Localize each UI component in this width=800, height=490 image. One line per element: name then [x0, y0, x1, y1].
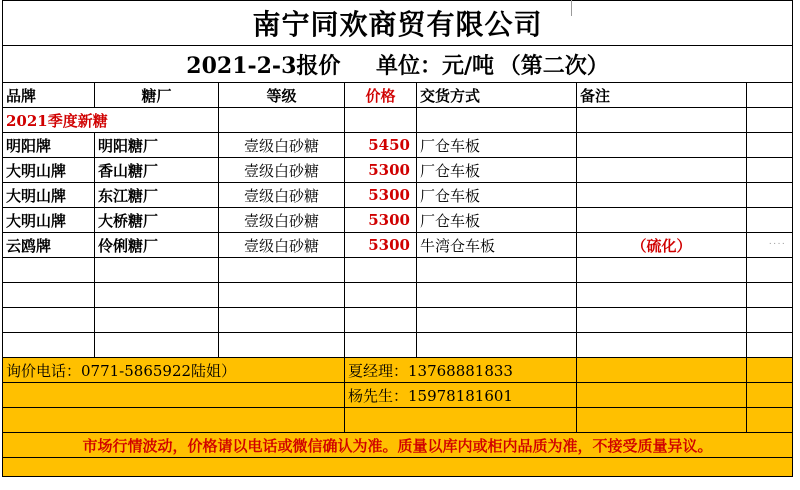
table-row [3, 233, 793, 258]
cell-spacer [747, 258, 793, 283]
cell-spacer [747, 133, 793, 158]
table-header-row [3, 83, 793, 108]
empty-cell [219, 258, 345, 283]
contact-note-blank-3 [577, 408, 747, 433]
season-blank-note [577, 108, 747, 133]
cell-price: 5450 [345, 133, 417, 158]
season-spacer [747, 108, 793, 133]
header-note: 备注 [577, 83, 747, 108]
empty-cell [3, 308, 95, 333]
empty-cell [95, 258, 219, 283]
contact-row-1 [3, 358, 793, 383]
cell-spacer [747, 208, 793, 233]
footer-strip [3, 458, 793, 477]
cell-price: 5300 [345, 208, 417, 233]
cell-spacer [747, 183, 793, 208]
disclaimer-text: 市场行情波动，价格请以电话或微信确认为准。质量以库内或柜内品质为准，不接受质量异议。 [3, 433, 793, 458]
cell-price: 5300 [345, 158, 417, 183]
footer-row [3, 433, 793, 458]
cell-note [577, 208, 747, 233]
cell-delivery: 厂仓车板 [417, 133, 577, 158]
header-price: 价格 [345, 83, 417, 108]
manager-xia-phone: 夏经理：13768881833 [345, 358, 577, 383]
cell-brand: 大明山牌 [3, 208, 95, 233]
empty-cell [577, 258, 747, 283]
empty-cell [577, 333, 747, 358]
quote-table [2, 0, 793, 477]
empty-cell [3, 283, 95, 308]
title-row-subtitle [3, 46, 793, 83]
page-title: 南宁同欢商贸有限公司 [252, 8, 543, 41]
cell-price: 5300 [345, 183, 417, 208]
contact-blank-left [3, 383, 345, 408]
contact-spacer-1 [747, 358, 793, 383]
empty-cell [417, 333, 577, 358]
table-row [3, 158, 793, 183]
cell-delivery: 厂仓车板 [417, 158, 577, 183]
inquiry-phone: 询价电话：0771-5865922陆姐） [3, 358, 345, 383]
subtitle-date: 2021-2-3报价 [186, 52, 341, 79]
vertical-divider-line [571, 0, 572, 16]
contact-row-2 [3, 383, 793, 408]
table-row [3, 208, 793, 233]
header-spacer [747, 83, 793, 108]
cell-note [577, 158, 747, 183]
empty-cell [577, 283, 747, 308]
cell-delivery: 牛湾仓车板 [417, 233, 577, 258]
contact-spacer-3 [747, 408, 793, 433]
season-blank-grade [219, 108, 345, 133]
header-factory: 糖厂 [95, 83, 219, 108]
cell-price: 5300 [345, 233, 417, 258]
cell-grade: 壹级白砂糖 [219, 233, 345, 258]
empty-cell [345, 283, 417, 308]
cell-brand: 明阳牌 [3, 133, 95, 158]
empty-row [3, 258, 793, 283]
table-row [3, 133, 793, 158]
empty-cell [345, 258, 417, 283]
header-brand: 品牌 [3, 83, 95, 108]
cell-grade: 壹级白砂糖 [219, 208, 345, 233]
empty-cell [417, 308, 577, 333]
cell-note [577, 133, 747, 158]
empty-cell [345, 308, 417, 333]
contact-blank-mid-3 [345, 408, 577, 433]
footer-strip-row [3, 458, 793, 477]
empty-cell [95, 333, 219, 358]
empty-row [3, 283, 793, 308]
mr-yang-phone: 杨先生：15978181601 [345, 383, 577, 408]
empty-cell [417, 283, 577, 308]
contact-blank-left-3 [3, 408, 345, 433]
cell-delivery: 厂仓车板 [417, 183, 577, 208]
header-grade: 等级 [219, 83, 345, 108]
subtitle-unit: 单位：元/吨 [375, 52, 494, 79]
contact-note-blank-1 [577, 358, 747, 383]
cell-spacer [747, 283, 793, 308]
cell-spacer [747, 333, 793, 358]
contact-spacer-2 [747, 383, 793, 408]
empty-cell [577, 308, 747, 333]
header-delivery: 交货方式 [417, 83, 577, 108]
table-row [3, 183, 793, 208]
cell-factory: 东江糖厂 [95, 183, 219, 208]
cell-factory: 明阳糖厂 [95, 133, 219, 158]
subtitle-note: （第二次） [498, 52, 609, 79]
season-blank-delivery [417, 108, 577, 133]
empty-cell [219, 333, 345, 358]
cell-brand: 大明山牌 [3, 158, 95, 183]
empty-row [3, 308, 793, 333]
cell-spacer [747, 158, 793, 183]
cell-note: （硫化） [577, 233, 747, 258]
empty-cell [417, 258, 577, 283]
season-label: 2021季度新糖 [3, 108, 219, 133]
empty-cell [3, 333, 95, 358]
season-blank-price [345, 108, 417, 133]
empty-row [3, 333, 793, 358]
cell-brand: 大明山牌 [3, 183, 95, 208]
empty-cell [219, 283, 345, 308]
cell-brand: 云鸥牌 [3, 233, 95, 258]
season-label-row [3, 108, 793, 133]
cell-grade: 壹级白砂糖 [219, 133, 345, 158]
cell-spacer [747, 308, 793, 333]
cell-factory: 伶俐糖厂 [95, 233, 219, 258]
empty-cell [95, 283, 219, 308]
contact-note-blank-2 [577, 383, 747, 408]
cell-delivery: 厂仓车板 [417, 208, 577, 233]
cell-factory: 大桥糖厂 [95, 208, 219, 233]
title-row-company [3, 1, 793, 46]
decorative-dots: ···· [768, 238, 786, 249]
empty-cell [95, 308, 219, 333]
empty-cell [3, 258, 95, 283]
cell-note [577, 183, 747, 208]
cell-factory: 香山糖厂 [95, 158, 219, 183]
cell-grade: 壹级白砂糖 [219, 183, 345, 208]
contact-row-3 [3, 408, 793, 433]
empty-cell [219, 308, 345, 333]
cell-grade: 壹级白砂糖 [219, 158, 345, 183]
empty-cell [345, 333, 417, 358]
